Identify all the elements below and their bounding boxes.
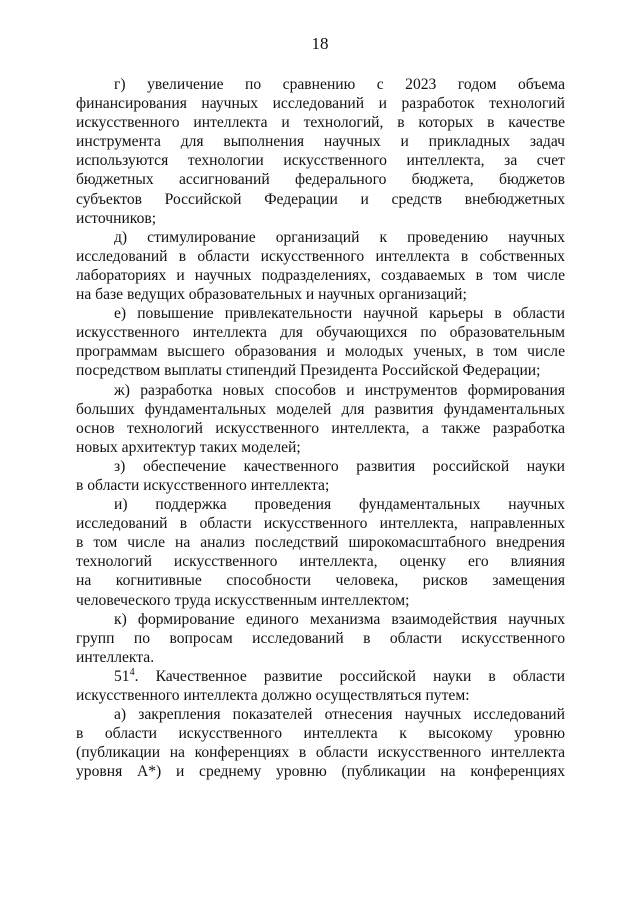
paragraph-d — [76, 228, 565, 304]
paragraph-z — [76, 457, 565, 495]
text-line: интеллекта. — [76, 648, 155, 666]
paragraph-g — [76, 75, 565, 228]
paragraph-k — [76, 610, 565, 667]
text-line: к) формирование единого механизма взаимодействия научных — [114, 610, 565, 628]
text-line: ж) разработка новых способов и инструментов формирования — [114, 381, 565, 399]
text-line: источников; — [76, 209, 157, 227]
text-line: (публикации на конференциях в области искусственного интеллекта — [76, 744, 565, 762]
text-line: з) обеспечение качественного развития российской науки — [114, 457, 565, 475]
text-line: посредством выплаты стипендий Президента Российской Федерации; — [76, 362, 541, 380]
section-superscript: 4 — [129, 666, 135, 678]
paragraph-51-4 — [76, 667, 565, 705]
text-line: искусственного интеллекта должно осуществляться путем: — [76, 687, 470, 704]
section-heading-rest: . Качественное развитие российской науки в области — [134, 667, 565, 685]
text-line: и) поддержка проведения фундаментальных научных — [114, 496, 565, 514]
text-line: в том числе на анализ последствий широкомасштабного внедрения — [76, 534, 565, 552]
text-line: исследований в области искусственного интеллекта в собственных — [76, 247, 565, 265]
text-line: е) повышение привлекательности научной карьеры в области — [114, 305, 565, 323]
text-line: технологий искусственного интеллекта, оценку его влияния — [76, 553, 565, 571]
text-line: используются технологии искусственного интеллекта, за счет — [76, 152, 565, 170]
text-line: программам высшего образования и молодых ученых, в том числе — [76, 343, 565, 361]
text-line: основ технологий искусственного интеллекта, а также разработка — [76, 419, 565, 437]
text-line: больших фундаментальных моделей для развития фундаментальных — [76, 400, 565, 418]
text-line: уровня А*) и среднему уровню (публикации на конференциях — [76, 763, 565, 781]
text-line: новых архитектур таких моделей; — [76, 438, 301, 456]
text-line: на базе ведущих образовательных и научных организаций; — [76, 286, 467, 304]
text-line: бюджетных ассигнований федерального бюджета, бюджетов — [76, 171, 565, 189]
page-number: 18 — [311, 34, 329, 53]
paragraph-i — [76, 495, 565, 610]
text-line: финансирования научных исследований и разработок технологий — [76, 95, 565, 113]
text-line: человеческого труда искусственным интеллектом; — [76, 591, 410, 609]
text-line: лабораториях и научных подразделениях, создаваемых в том числе — [76, 266, 565, 284]
paragraph-zh — [76, 381, 565, 457]
text-line: исследований в области искусственного интеллекта, направленных — [76, 515, 565, 533]
text-line: на когнитивные способности человека, рисков замещения — [76, 572, 565, 590]
text-line: д) стимулирование организаций к проведению научных — [114, 228, 565, 246]
text-line: групп по вопросам исследований в области искусственного — [76, 629, 565, 647]
text-line: в области искусственного интеллекта к высокому уровню — [76, 725, 565, 743]
text-line: инструмента для выполнения научных и прикладных задач — [76, 133, 565, 151]
text-line: субъектов Российской Федерации и средств внебюджетных — [76, 190, 565, 208]
text-line: искусственного интеллекта и технологий, в которых в качестве — [76, 114, 565, 132]
document-body — [76, 75, 565, 781]
text-line: в области искусственного интеллекта; — [76, 476, 330, 494]
text-line: искусственного интеллекта для обучающихся по образовательным — [76, 324, 565, 342]
paragraph-a — [76, 705, 565, 781]
text-line — [76, 667, 565, 686]
section-number: 51 — [114, 667, 130, 685]
paragraph-e — [76, 304, 565, 380]
text-line: а) закрепления показателей отнесения научных исследований — [114, 706, 565, 724]
text-line: г) увеличение по сравнению с 2023 годом объема — [114, 76, 565, 93]
